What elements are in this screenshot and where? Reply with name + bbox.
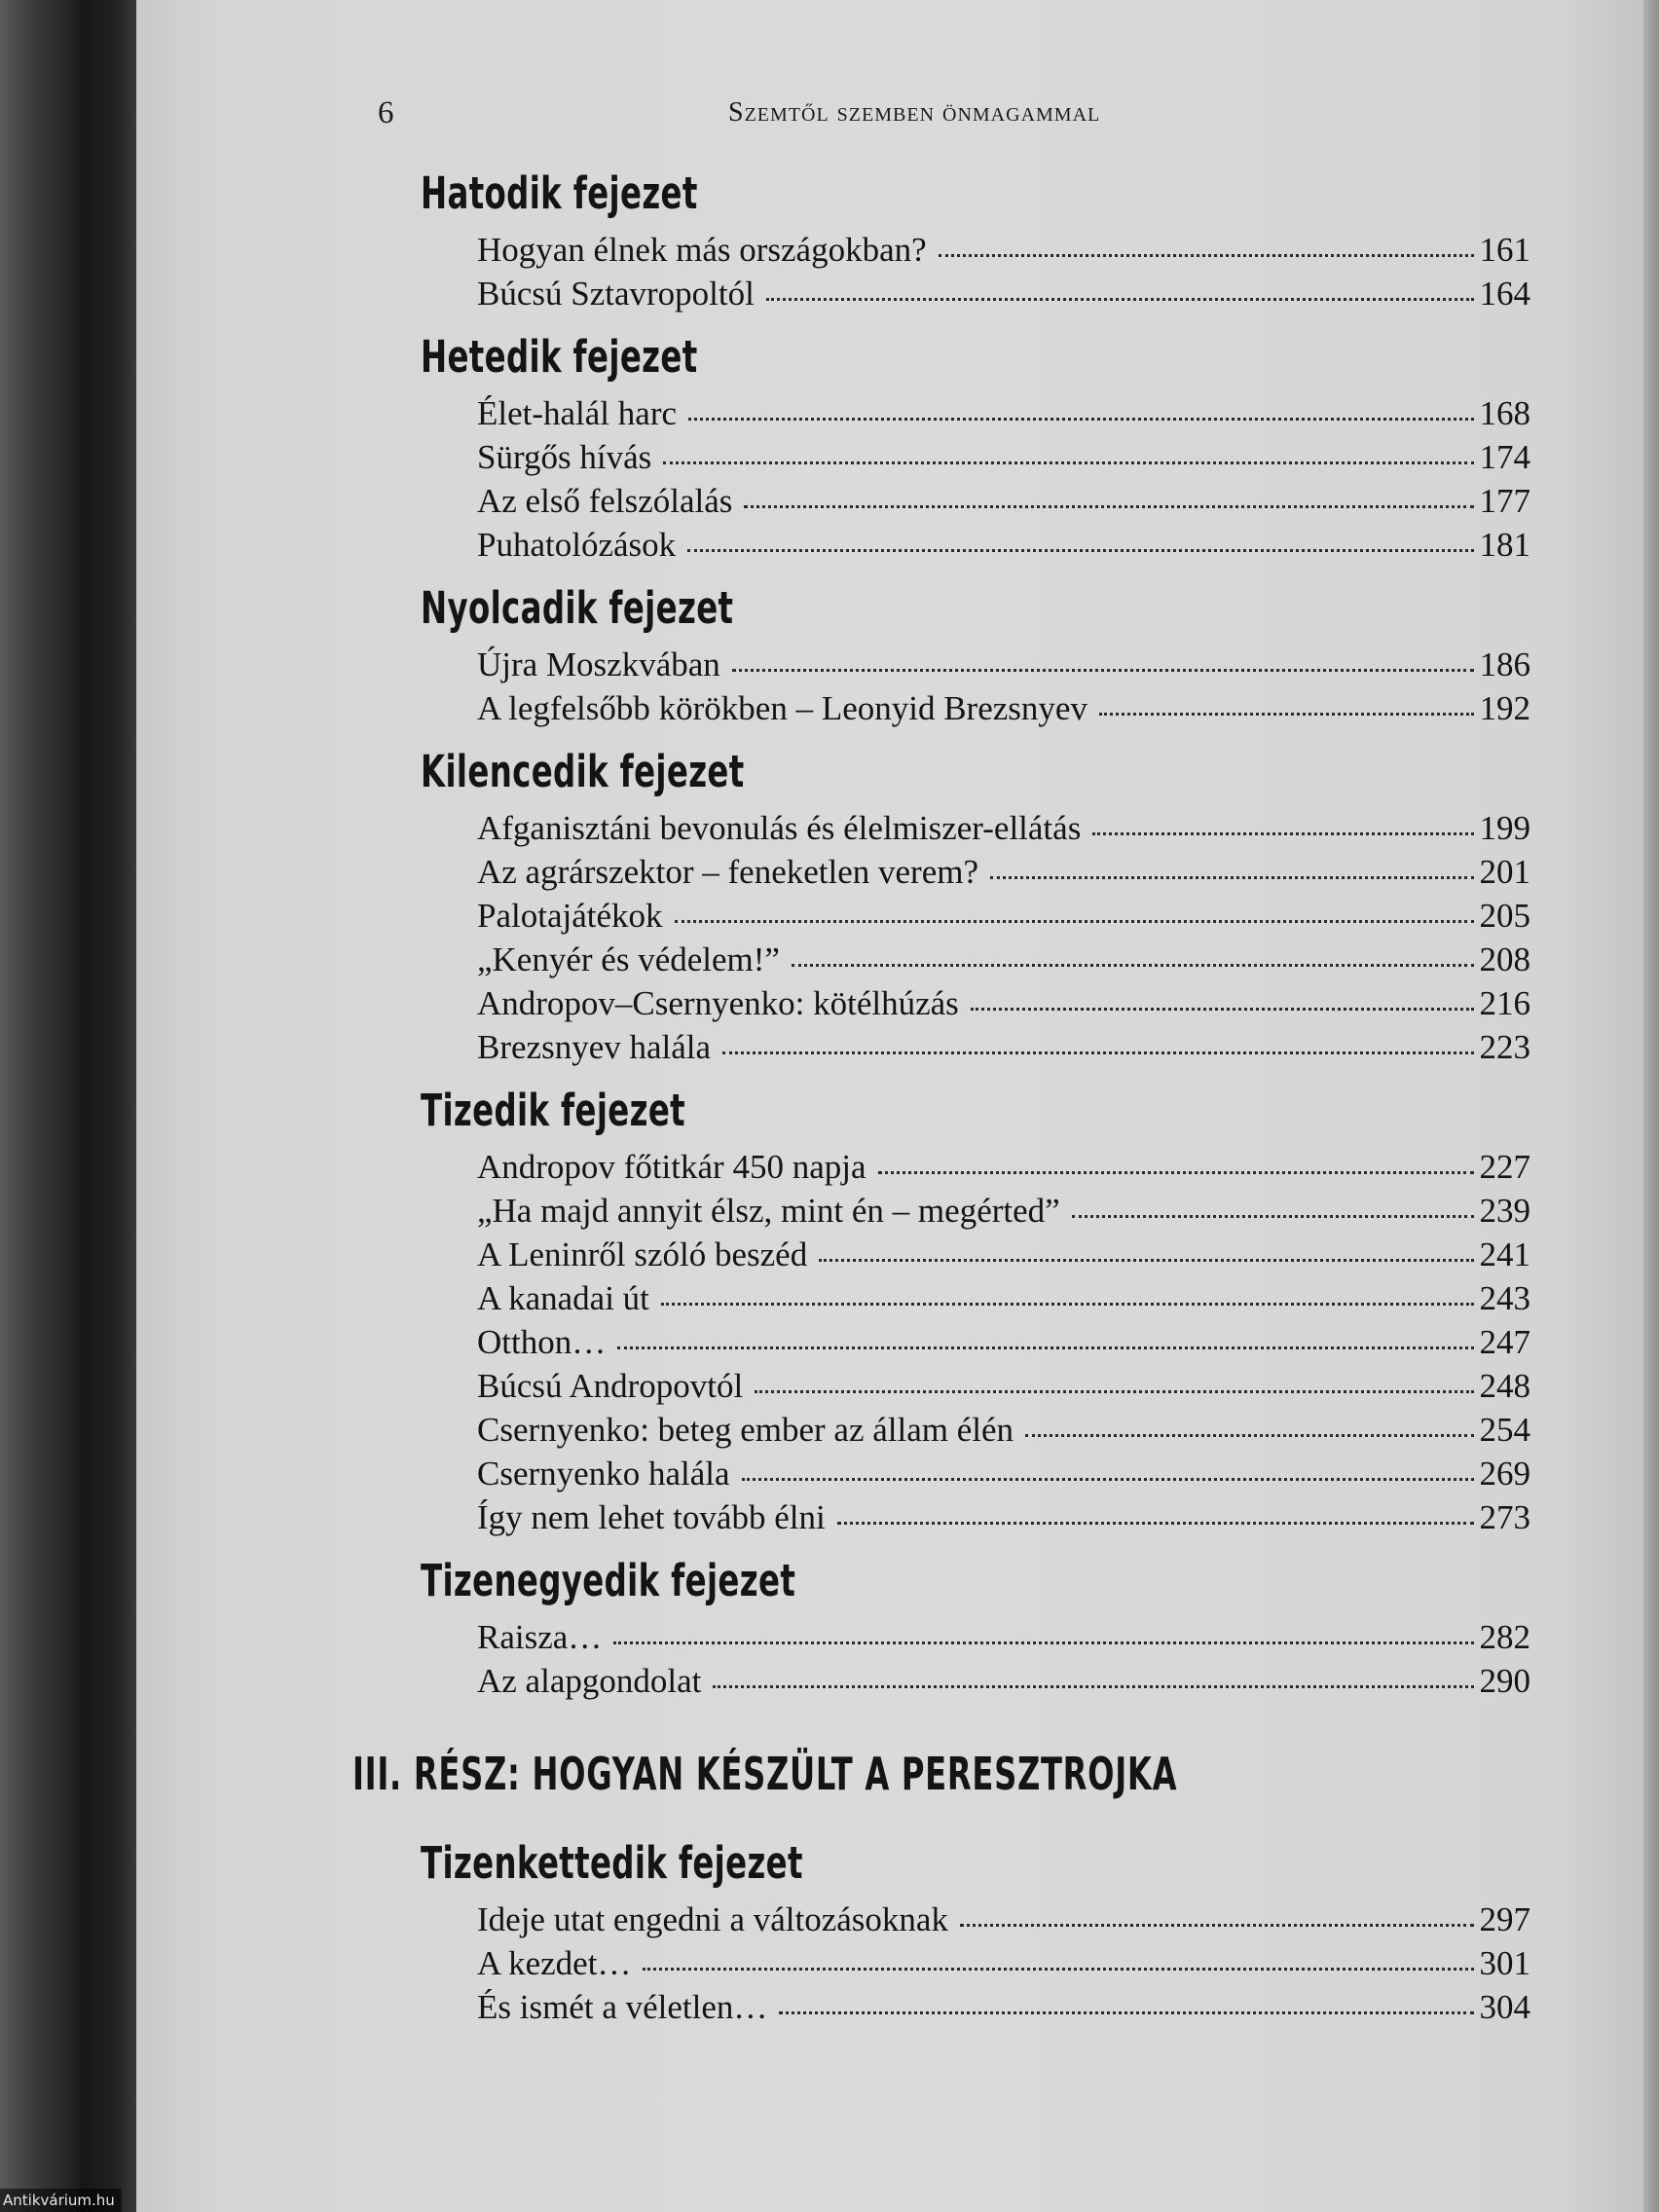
- toc-entry[interactable]: [477, 391, 1530, 435]
- dot-leader: [819, 1258, 1473, 1262]
- entry-page-number: 208: [1479, 940, 1530, 978]
- entry-title: Puhatolózások: [477, 526, 677, 564]
- entry-title: Afganisztáni bevonulás és élelmiszer-ellátás: [477, 809, 1082, 847]
- dot-leader: [732, 668, 1474, 672]
- chapter-heading: Tizenkettedik fejezet: [421, 1837, 803, 1889]
- entry-page-number: 192: [1479, 689, 1530, 727]
- entry-page-number: 241: [1479, 1235, 1530, 1273]
- entry-page-number: 201: [1479, 853, 1530, 891]
- toc-entry[interactable]: [477, 850, 1530, 894]
- toc-entry[interactable]: [477, 686, 1530, 730]
- dot-leader: [661, 1302, 1474, 1306]
- toc-entry[interactable]: [477, 1659, 1530, 1703]
- toc-entry[interactable]: [477, 1615, 1530, 1659]
- dot-leader: [1092, 831, 1473, 835]
- toc-entry[interactable]: [477, 1276, 1530, 1320]
- table-of-contents: [352, 164, 1530, 2029]
- dot-leader: [722, 1051, 1473, 1054]
- entry-page-number: 216: [1479, 984, 1530, 1022]
- entry-title: Élet-halál harc: [477, 394, 678, 432]
- entry-page-number: 243: [1479, 1279, 1530, 1317]
- entry-page-number: 282: [1479, 1618, 1530, 1656]
- entry-title: Csernyenko: beteg ember az állam élén: [477, 1411, 1014, 1449]
- entry-title: Andropov főtitkár 450 napja: [477, 1148, 866, 1186]
- entry-page-number: 227: [1479, 1148, 1530, 1186]
- toc-entry[interactable]: [477, 1898, 1530, 1941]
- entry-title: Az alapgondolat: [477, 1662, 702, 1700]
- entry-page-number: 199: [1479, 809, 1530, 847]
- entry-title: A Leninről szóló beszéd: [477, 1235, 808, 1273]
- page-edge: [1643, 0, 1659, 2212]
- toc-entry[interactable]: [477, 1233, 1530, 1276]
- entry-title: Így nem lehet tovább élni: [477, 1498, 826, 1536]
- dot-leader: [687, 548, 1473, 552]
- toc-entry[interactable]: [477, 806, 1530, 850]
- entry-page-number: 304: [1479, 1988, 1530, 2026]
- chapter-heading: Tizenegyedik fejezet: [421, 1555, 796, 1606]
- entry-title: Sürgős hívás: [477, 438, 652, 476]
- entry-page-number: 161: [1479, 231, 1530, 269]
- dot-leader: [766, 297, 1474, 301]
- toc-entry[interactable]: [477, 1985, 1530, 2029]
- entry-title: „Kenyér és védelem!”: [477, 940, 780, 978]
- toc-entry[interactable]: [477, 228, 1530, 272]
- entry-page-number: 181: [1479, 526, 1530, 564]
- dot-leader: [675, 919, 1474, 923]
- dot-leader: [990, 875, 1474, 879]
- entry-title: Az első felszólalás: [477, 482, 733, 520]
- entry-title: Újra Moszkvában: [477, 645, 720, 683]
- entry-page-number: 273: [1479, 1498, 1530, 1536]
- toc-entry[interactable]: [477, 1025, 1530, 1069]
- entry-title: Brezsnyev halála: [477, 1028, 712, 1066]
- entry-page-number: 239: [1479, 1192, 1530, 1230]
- entry-page-number: 247: [1479, 1323, 1530, 1361]
- book-title: Szemtől szemben önmagammal: [728, 97, 1101, 128]
- entry-title: A kanadai út: [477, 1279, 649, 1317]
- entry-title: Otthon…: [477, 1323, 607, 1361]
- dot-leader: [837, 1521, 1474, 1525]
- entry-page-number: 290: [1479, 1662, 1530, 1700]
- toc-entry[interactable]: [477, 1495, 1530, 1539]
- entry-title: Csernyenko halála: [477, 1455, 730, 1493]
- entry-title: „Ha majd annyit élsz, mint én – megérted”: [477, 1192, 1060, 1230]
- dot-leader: [792, 963, 1474, 967]
- entry-page-number: 164: [1479, 275, 1530, 313]
- chapter-heading: Hetedik fejezet: [421, 331, 698, 383]
- entry-title: A kezdet…: [477, 1944, 632, 1982]
- toc-entry[interactable]: [477, 938, 1530, 981]
- entry-title: Hogyan élnek más országokban?: [477, 231, 927, 269]
- book-gutter: [80, 0, 136, 2212]
- dot-leader: [939, 253, 1474, 257]
- entry-page-number: 174: [1479, 438, 1530, 476]
- entry-title: Az agrárszektor – feneketlen verem?: [477, 853, 978, 891]
- dot-leader: [713, 1684, 1473, 1688]
- entry-title: Búcsú Andropovtól: [477, 1367, 744, 1405]
- toc-entry[interactable]: [477, 523, 1530, 567]
- running-head: [378, 95, 1527, 138]
- entry-page-number: 177: [1479, 482, 1530, 520]
- toc-entry[interactable]: [477, 894, 1530, 938]
- chapter-heading: Kilencedik fejezet: [421, 746, 745, 797]
- entry-page-number: 301: [1479, 1944, 1530, 1982]
- toc-entry[interactable]: [477, 1941, 1530, 1985]
- toc-entry[interactable]: [477, 272, 1530, 315]
- entry-page-number: 205: [1479, 897, 1530, 935]
- dot-leader: [643, 1967, 1473, 1971]
- entry-page-number: 254: [1479, 1411, 1530, 1449]
- page-number: 6: [378, 95, 394, 130]
- chapter-heading: Nyolcadik fejezet: [421, 582, 734, 634]
- entry-page-number: 248: [1479, 1367, 1530, 1405]
- dot-leader: [742, 1477, 1474, 1481]
- chapter-heading: Hatodik fejezet: [421, 167, 698, 219]
- dot-leader: [779, 2010, 1473, 2014]
- dot-leader: [1072, 1214, 1474, 1218]
- entry-page-number: 297: [1479, 1900, 1530, 1938]
- entry-title: És ismét a véletlen…: [477, 1988, 768, 2026]
- dot-leader: [960, 1923, 1474, 1927]
- toc-entry[interactable]: [477, 1189, 1530, 1233]
- dot-leader: [617, 1346, 1473, 1349]
- dot-leader: [613, 1641, 1473, 1644]
- dot-leader: [971, 1007, 1474, 1011]
- entry-title: Raisza…: [477, 1618, 603, 1656]
- entry-title: Andropov–Csernyenko: kötélhúzás: [477, 984, 959, 1022]
- toc-entry[interactable]: [477, 1452, 1530, 1495]
- part-heading: III. RÉSZ: HOGYAN KÉSZÜLT A PERESZTROJKA: [352, 1748, 1178, 1800]
- toc-entry[interactable]: [477, 981, 1530, 1025]
- toc-entry[interactable]: [477, 1320, 1530, 1364]
- entry-page-number: 168: [1479, 394, 1530, 432]
- toc-entry[interactable]: [477, 1145, 1530, 1189]
- dot-leader: [688, 417, 1473, 421]
- entry-title: Ideje utat engedni a változásoknak: [477, 1900, 948, 1938]
- chapter-heading: Tizedik fejezet: [421, 1085, 686, 1136]
- entry-title: Palotajátékok: [477, 897, 663, 935]
- toc-entry[interactable]: [477, 1364, 1530, 1408]
- toc-entry[interactable]: [477, 479, 1530, 523]
- entry-page-number: 223: [1479, 1028, 1530, 1066]
- entry-page-number: 186: [1479, 645, 1530, 683]
- dot-leader: [1099, 712, 1474, 716]
- book-binding: [0, 0, 80, 2212]
- dot-leader: [744, 504, 1473, 508]
- dot-leader: [878, 1170, 1474, 1174]
- toc-entry[interactable]: [477, 435, 1530, 479]
- entry-title: Búcsú Sztavropoltól: [477, 275, 755, 313]
- dot-leader: [663, 461, 1473, 464]
- entry-title: A legfelsőbb körökben – Leonyid Brezsnyev: [477, 689, 1088, 727]
- entry-page-number: 269: [1479, 1455, 1530, 1493]
- watermark: Antikvárium.hu: [0, 2189, 122, 2212]
- dot-leader: [755, 1389, 1473, 1393]
- dot-leader: [1025, 1433, 1473, 1437]
- toc-entry[interactable]: [477, 1408, 1530, 1452]
- toc-entry[interactable]: [477, 643, 1530, 686]
